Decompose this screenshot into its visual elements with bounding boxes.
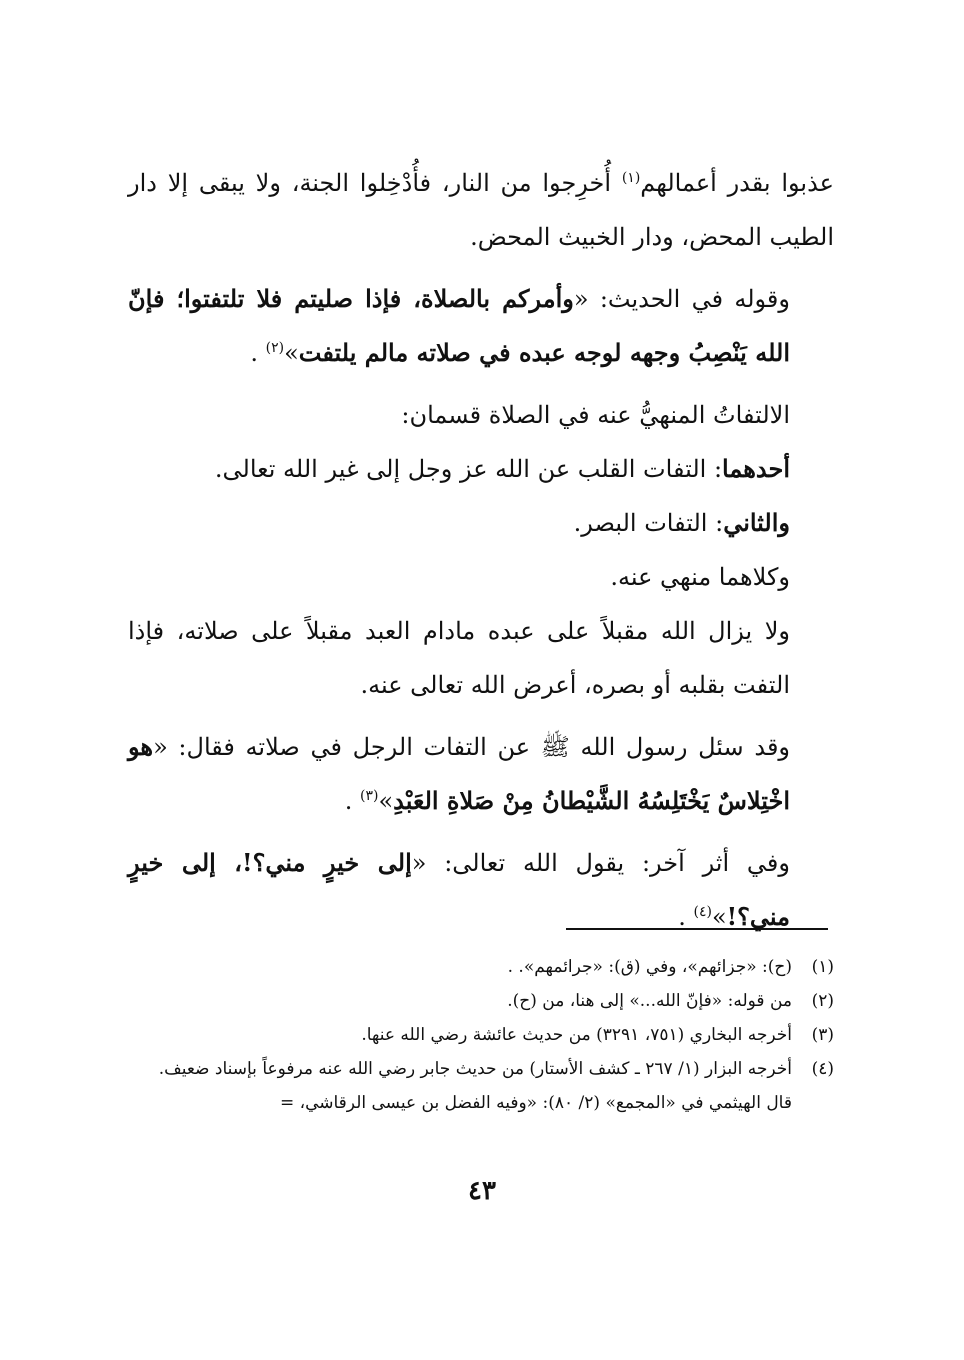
p8-end: .	[344, 787, 360, 815]
paragraph-2	[128, 272, 834, 380]
footnote-1	[120, 950, 834, 984]
p5-label: والثاني	[723, 508, 790, 537]
p1-text-b: أُخرِجوا من النار، فأُدْخِلوا الجنة، ولا يبقى إلا دار الطيب المحض، ودار الخبيث المحض.	[128, 169, 834, 251]
p5-text: : التفات البصر.	[573, 509, 724, 537]
footnote-ref-1: (١)	[621, 170, 641, 186]
footnote-text: (ح): «جزائهم»، وفي (ق): «جرائمهم». .	[507, 957, 792, 977]
p2-end: .	[250, 339, 266, 367]
paragraph-1	[128, 156, 834, 264]
p4-label: أحدهما	[722, 454, 790, 483]
footnote-number: (١)	[811, 957, 834, 977]
page-number: ٤٣	[468, 1176, 496, 1206]
paragraph-8	[128, 720, 834, 828]
footnote-text: أخرجه البخاري (٧٥١، ٣٢٩١) من حديث عائشة رضي الله عنها.	[361, 1025, 792, 1045]
footnote-4	[120, 1052, 834, 1086]
footnote-ref-3: (٣)	[360, 788, 379, 804]
footnotes	[120, 950, 834, 1120]
p4-text: : التفات القلب عن الله عز وجل إلى غير الله تعالى.	[214, 455, 723, 483]
paragraph-6: وكلاهما منهي عنه.	[610, 563, 790, 591]
footnote-text: من قوله: «فإنّ الله...» إلى هنا، من (ح).	[507, 991, 792, 1011]
footnote-number: (٤)	[811, 1059, 834, 1079]
footnote-3	[120, 1018, 834, 1052]
p2-hadith: وأمركم بالصلاة، فإذا صليتم فلا تلتفتوا؛ فإنّ الله يَنْصِبُ وجهه لوجه عبده في صلاته مالم يلتفت	[128, 284, 790, 367]
p8-hadith: هو اخْتِلاسٌ يَخْتَلِسُهُ الشَّيْطانُ مِنْ صَلاةِ العَبْدِ	[128, 732, 790, 815]
p2-quote-close: »	[284, 339, 299, 367]
p9-text-a: وفي أثر آخر: يقول الله تعالى: «	[411, 849, 790, 877]
paragraph-5	[128, 496, 834, 550]
footnote-number: (٣)	[811, 1025, 834, 1045]
paragraph-7: ولا يزال الله مقبلاً على عبده مادام العبد مقبلاً على صلاته، فإذا التفت بقلبه أو بصره، أعرض الله تعالى عنه.	[128, 617, 790, 699]
p8-quote-close: »	[378, 787, 394, 815]
footnote-2	[120, 984, 834, 1018]
paragraph-4	[128, 442, 834, 496]
p9-quote-close: »	[711, 903, 727, 931]
footnote-ref-4: (٤)	[693, 904, 712, 920]
p2-text-a: وقوله في الحديث: «	[573, 285, 790, 313]
main-text	[128, 156, 834, 952]
paragraph-3: الالتفاتُ المنهيُّ عنه في الصلاة قسمان:	[401, 401, 790, 429]
p9-quote: إلى خيرٍ مني؟!، إلى خيرٍ مني؟!	[128, 848, 790, 931]
p8-text-a: وقد سئل رسول الله ﷺ عن التفات الرجل في صلاته فقال: «	[153, 733, 791, 761]
p9-end: .	[678, 903, 694, 931]
p1-text-a: عذبوا بقدر أعمالهم	[640, 169, 835, 197]
footnote-ref-2: (٢)	[265, 340, 285, 356]
footnote-number: (٢)	[811, 991, 834, 1011]
footnote-text: أخرجه البزار (١/ ٢٦٧ ـ كشف الأستار) من حديث جابر رضي الله عنه مرفوعاً بإسناد ضعيف.	[158, 1059, 792, 1079]
footnote-divider	[566, 928, 828, 930]
footnote-continuation: قال الهيثمي في «المجمع» (٢/ ٨٠): «وفيه الفضل بن عيسى الرقاشي، =	[279, 1093, 792, 1113]
